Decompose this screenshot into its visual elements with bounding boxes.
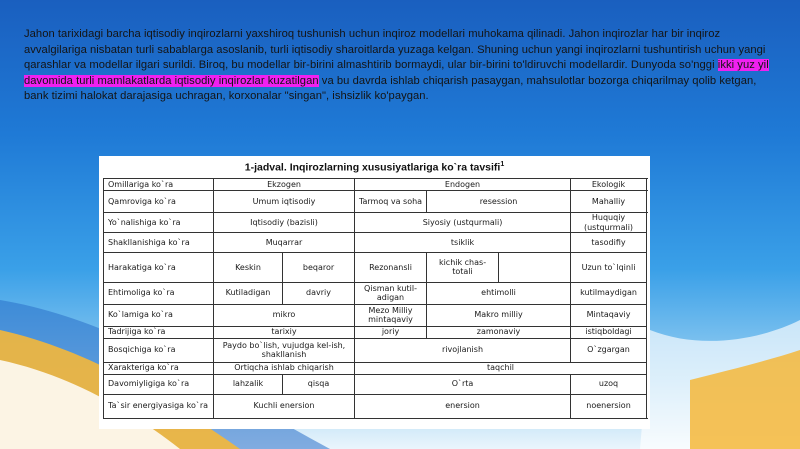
table-cell: Kuchli enersion xyxy=(214,394,355,418)
table-cell: lahzalik xyxy=(214,374,283,394)
table-cell: Rezonansli xyxy=(355,253,427,283)
table-cell: Qisman kutil-adigan xyxy=(355,282,427,304)
table-cell: Mezo Milliy mintaqaviy xyxy=(355,304,427,326)
table-row xyxy=(104,326,647,338)
row-label: Tadrijiga ko`ra xyxy=(104,326,214,338)
table-cell: Paydo bo`lish, vujudga kel-ish, shakllanish xyxy=(214,338,355,362)
table-cell: Uzun to`lqinli xyxy=(571,253,647,283)
table-cell: O`zgargan xyxy=(571,338,647,362)
row-label: Harakatiga ko`ra xyxy=(104,253,214,283)
characteristics-table xyxy=(103,178,647,419)
table-card xyxy=(99,156,650,429)
row-label: Bosqichiga ko`ra xyxy=(104,338,214,362)
row-label: Ko`lamiga ko`ra xyxy=(104,304,214,326)
table-cell: joriy xyxy=(355,326,427,338)
table-cell: Endogen xyxy=(355,179,571,191)
table-cell: Muqarrar xyxy=(214,233,355,253)
table-cell: enersion xyxy=(355,394,571,418)
table-cell: Umum iqtisodiy xyxy=(214,191,355,213)
table-cell: Makro milliy xyxy=(427,304,571,326)
table-row xyxy=(104,338,647,362)
table-cell: davriy xyxy=(283,282,355,304)
table-cell: O`rta xyxy=(355,374,571,394)
table-cell: kichik chas-totali xyxy=(427,253,499,283)
table-cell: uzoq xyxy=(571,374,647,394)
table-row xyxy=(104,253,647,283)
table-cell: taqchil xyxy=(355,362,647,374)
table-cell: Tarmoq va soha xyxy=(355,191,427,213)
table-cell: mikro xyxy=(214,304,355,326)
table-row xyxy=(104,213,647,233)
highlighted-text: ikki yuz yil davomida turli mamlakatlarda iqtisodiy inqirozlar kuzatilgan xyxy=(24,59,769,87)
table-cell: tarixiy xyxy=(214,326,355,338)
table-cell: Mahalliy xyxy=(571,191,647,213)
table-row xyxy=(104,304,647,326)
table-cell: Huquqiy (ustqurmali) xyxy=(571,213,647,233)
table-cell: Keskin xyxy=(214,253,283,283)
table-cell: zamonaviy xyxy=(427,326,571,338)
table-cell: noenersion xyxy=(571,394,647,418)
row-label: Omillariga ko`ra xyxy=(104,179,214,191)
table-cell: tsiklik xyxy=(355,233,571,253)
table-title: 1-jadval. Inqirozlarning xususiyatlariga ko`ra tavsifi$^1$ xyxy=(244,161,505,174)
table-cell: tasodifiy xyxy=(571,233,647,253)
table-cell: ehtimolli xyxy=(427,282,571,304)
table-row xyxy=(104,362,647,374)
row-label: Davomiyligiga ko`ra xyxy=(104,374,214,394)
table-cell: rivojlanish xyxy=(355,338,571,362)
row-label: Ta`sir energiyasiga ko`ra xyxy=(104,394,214,418)
table-cell: Kutiladigan xyxy=(214,282,283,304)
row-label: Qamroviga ko`ra xyxy=(104,191,214,213)
table-cell: Mintaqaviy xyxy=(571,304,647,326)
table-row xyxy=(104,374,647,394)
table-row xyxy=(104,191,647,213)
table-row xyxy=(104,394,647,418)
table-cell: Ekologik xyxy=(571,179,647,191)
table-cell: Siyosiy (ustqurmali) xyxy=(355,213,571,233)
table-cell: Iqtisodiy (bazisli) xyxy=(214,213,355,233)
row-label: Shakllanishiga ko`ra xyxy=(104,233,214,253)
table-cell: Ortiqcha ishlab chiqarish xyxy=(214,362,355,374)
table-cell: qisqa xyxy=(283,374,355,394)
row-label: Ehtimoliga ko`ra xyxy=(104,282,214,304)
table-cell: istiqboldagi xyxy=(571,326,647,338)
row-label: Xarakteriga ko`ra xyxy=(104,362,214,374)
row-label: Yo`nalishiga ko`ra xyxy=(104,213,214,233)
table-row xyxy=(104,282,647,304)
table-row xyxy=(104,233,647,253)
table-cell: kutilmaydigan xyxy=(571,282,647,304)
table-cell xyxy=(499,253,571,283)
table-cell: resession xyxy=(427,191,571,213)
body-paragraph: Jahon tarixidagi barcha iqtisodiy inqirozlarni yaxshiroq tushunish uchun inqiroz modellari muhokama qilinadi. Jahon inqirozlar har bir inqiroz avvalgilariga nisbatan turli sabablarga asoslanib, turli iqtisodiy sharoitlarda yuzaga kelgan. Shuning uchun yangi inqirozlarni tushuntirish uchun yangi qarashlar va modellar ilgari surildi. Biroq, bu modellar bir-birini almashtirib bormaydi, ular bir-birini to'ldiruvchi modellardir. Dunyoda so'nggi ikki yuz yil davomida turli mamlakatlarda iqtisodiy inqirozlar kuzatilgan va bu davrda ishlab chiqarish pasaygan, mahsulotlar bozorga chiqarilmay qolib ketgan, bank tizimi halokat darajasiga uchragan, korxonalar "singan", ishsizlik ko'paygan. xyxy=(24,28,769,103)
table-cell: beqaror xyxy=(283,253,355,283)
table-cell: Ekzogen xyxy=(214,179,355,191)
table-row xyxy=(104,179,647,191)
